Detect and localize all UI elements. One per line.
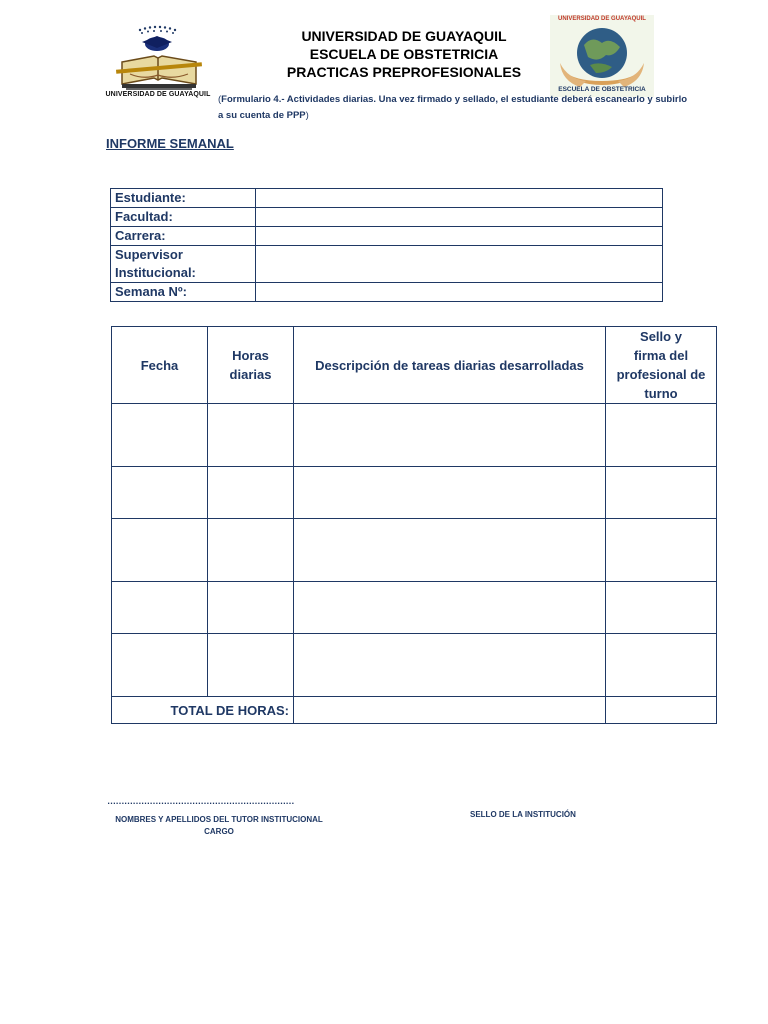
cell-fecha[interactable]	[112, 404, 208, 467]
university-logo	[104, 22, 214, 102]
total-hours-value[interactable]	[294, 697, 606, 724]
cell-sello[interactable]	[606, 634, 717, 697]
cell-fecha[interactable]	[112, 634, 208, 697]
cell-horas[interactable]	[208, 634, 294, 697]
cell-fecha[interactable]	[112, 467, 208, 519]
row-carrera	[111, 227, 663, 246]
row-estudiante	[111, 189, 663, 208]
daily-activities-table	[111, 326, 717, 724]
activities-header-row	[112, 327, 717, 404]
signature-line: …………………………………………………………	[107, 796, 294, 806]
cell-sello[interactable]	[606, 404, 717, 467]
total-hours-label: TOTAL DE HORAS:	[112, 697, 294, 724]
tutor-caption	[107, 814, 331, 838]
header-sello	[606, 327, 717, 404]
table-row	[112, 467, 717, 519]
cell-sello[interactable]	[606, 582, 717, 634]
cell-descripcion[interactable]	[294, 467, 606, 519]
cell-descripcion[interactable]	[294, 404, 606, 467]
field-semana[interactable]	[256, 283, 663, 302]
header-sello-line3: profesional de	[616, 367, 706, 382]
cell-horas[interactable]	[208, 582, 294, 634]
cell-horas[interactable]	[208, 467, 294, 519]
school-logo-top-text: UNIVERSIDAD DE GUAYAQUIL	[558, 16, 646, 22]
field-supervisor[interactable]	[256, 246, 663, 283]
note-text: Formulario 4.- Actividades diarias. Una vez firmado y sellado, el estudiante deberá escanearlo y subirlo a su cuenta de PPP	[218, 94, 688, 121]
row-facultad	[111, 208, 663, 227]
university-logo-caption: UNIVERSIDAD DE GUAYAQUIL	[105, 91, 211, 98]
tutor-cargo-label: CARGO	[204, 827, 234, 836]
label-carrera: Carrera:	[111, 227, 256, 246]
label-supervisor-line2: Institucional:	[115, 265, 196, 280]
label-estudiante: Estudiante:	[111, 189, 256, 208]
cell-fecha[interactable]	[112, 582, 208, 634]
field-facultad[interactable]	[256, 208, 663, 227]
title-school: ESCUELA DE OBSTETRICIA	[309, 46, 499, 62]
label-facultad: Facultad:	[111, 208, 256, 227]
cell-sello[interactable]	[606, 467, 717, 519]
cell-descripcion[interactable]	[294, 634, 606, 697]
total-row	[112, 697, 717, 724]
student-info-table	[110, 188, 663, 302]
header-title	[254, 27, 554, 81]
cell-descripcion[interactable]	[294, 519, 606, 582]
cell-horas[interactable]	[208, 519, 294, 582]
cell-horas[interactable]	[208, 404, 294, 467]
table-row	[112, 634, 717, 697]
header-horas-line1: Horas	[232, 348, 269, 363]
section-title: INFORME SEMANAL	[106, 136, 234, 151]
title-university: UNIVERSIDAD DE GUAYAQUIL	[301, 28, 507, 44]
header-sello-line1: Sello y	[640, 329, 682, 344]
cell-sello[interactable]	[606, 519, 717, 582]
table-row	[112, 582, 717, 634]
title-program: PRACTICAS PREPROFESIONALES	[286, 64, 522, 80]
table-row	[112, 404, 717, 467]
form-instructions	[218, 92, 688, 124]
total-sello[interactable]	[606, 697, 717, 724]
header-sello-line4: turno	[644, 386, 678, 401]
header-sello-line2: firma del	[633, 348, 689, 363]
label-supervisor	[111, 246, 256, 283]
table-row	[112, 519, 717, 582]
header-fecha: Fecha	[112, 327, 208, 404]
school-logo	[550, 15, 654, 97]
row-supervisor	[111, 246, 663, 283]
institution-seal-label: SELLO DE LA INSTITUCIÓN	[470, 810, 576, 819]
header-descripcion: Descripción de tareas diarias desarrolladas	[294, 327, 606, 404]
row-semana	[111, 283, 663, 302]
note-close-paren: )	[305, 110, 309, 121]
label-supervisor-line1: Supervisor	[115, 247, 183, 262]
tutor-name-label: NOMBRES Y APELLIDOS DEL TUTOR INSTITUCIONAL	[115, 815, 323, 824]
school-logo-bottom-text: ESCUELA DE OBSTETRICIA	[558, 86, 646, 93]
field-estudiante[interactable]	[256, 189, 663, 208]
header-horas-line2: diarias	[229, 367, 272, 382]
note-open-paren: (	[218, 94, 222, 105]
header-horas	[208, 327, 294, 404]
cell-descripcion[interactable]	[294, 582, 606, 634]
field-carrera[interactable]	[256, 227, 663, 246]
cell-fecha[interactable]	[112, 519, 208, 582]
label-semana: Semana Nº:	[111, 283, 256, 302]
